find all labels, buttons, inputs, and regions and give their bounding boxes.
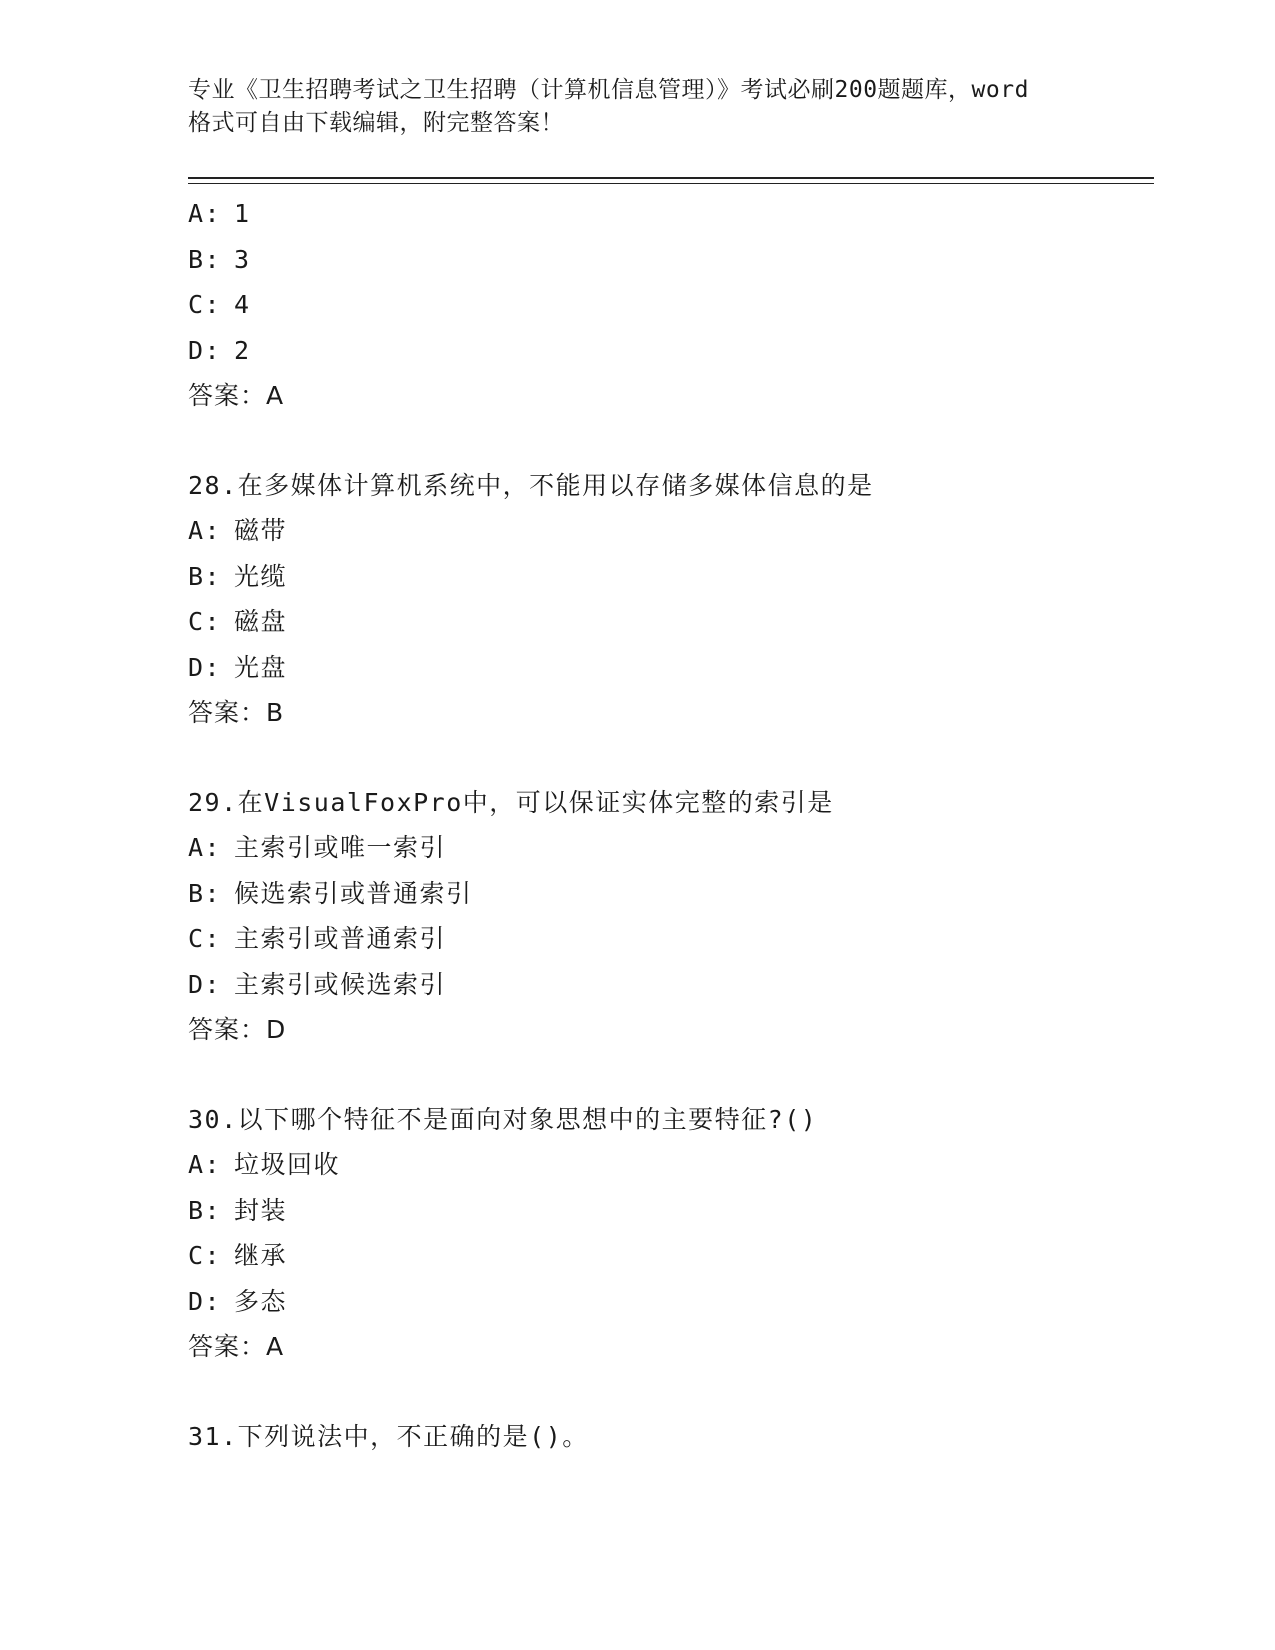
header-line-1: 专业《卫生招聘考试之卫生招聘（计算机信息管理）》考试必刷200题题库，word xyxy=(188,77,1029,103)
option-text: 3 xyxy=(234,244,251,274)
option-a: A: 垃圾回收 xyxy=(188,1150,341,1179)
question-block-31 xyxy=(188,1414,1148,1460)
header-divider-thick xyxy=(188,177,1154,179)
option-text: 主索引或候选索引 xyxy=(234,969,447,999)
option-text: 磁盘 xyxy=(234,607,288,636)
answer-line: 答案：A xyxy=(188,381,285,410)
option-b: B: 3 xyxy=(188,244,251,274)
option-b: B: 光缆 xyxy=(188,561,288,591)
option-c: C: 4 xyxy=(188,290,251,319)
document-header xyxy=(188,74,1088,140)
option-text: 垃圾回收 xyxy=(234,1150,341,1179)
option-c: C: 继承 xyxy=(188,1241,288,1270)
question-list xyxy=(188,191,1148,1459)
question-block-28 xyxy=(188,463,1148,736)
question-stem: 31.下列说法中，不正确的是()。 xyxy=(188,1421,589,1451)
option-d: D: 2 xyxy=(188,335,251,365)
option-a: A: 1 xyxy=(188,199,251,228)
question-stem: 30.以下哪个特征不是面向对象思想中的主要特征?() xyxy=(188,1104,818,1134)
option-d: D: 光盘 xyxy=(188,652,288,682)
question-stem: 28.在多媒体计算机系统中，不能用以存储多媒体信息的是 xyxy=(188,470,874,500)
question-stem: 29.在VisualFoxPro中，可以保证实体完整的索引是 xyxy=(188,787,834,817)
option-a: A: 磁带 xyxy=(188,516,288,545)
option-text: 多态 xyxy=(234,1286,288,1316)
option-d: D: 多态 xyxy=(188,1286,288,1316)
option-text: 磁带 xyxy=(234,516,288,545)
option-text: 继承 xyxy=(234,1241,288,1270)
option-text: 光缆 xyxy=(234,561,288,591)
option-a: A: 主索引或唯一索引 xyxy=(188,833,447,862)
option-text: 主索引或唯一索引 xyxy=(234,833,447,862)
option-b: B: 候选索引或普通索引 xyxy=(188,878,473,908)
option-c: C: 主索引或普通索引 xyxy=(188,924,447,953)
option-text: 候选索引或普通索引 xyxy=(234,878,473,908)
header-divider-thin xyxy=(188,183,1154,184)
option-d: D: 主索引或候选索引 xyxy=(188,969,447,999)
question-block-partial xyxy=(188,191,1148,419)
option-text: 光盘 xyxy=(234,652,288,682)
option-text: 4 xyxy=(234,290,251,319)
answer-line: 答案：B xyxy=(188,698,285,727)
answer-line: 答案：A xyxy=(188,1332,285,1361)
header-line-2: 格式可自由下载编辑，附完整答案！ xyxy=(188,110,564,136)
option-text: 1 xyxy=(234,199,251,228)
option-text: 2 xyxy=(234,335,251,365)
option-c: C: 磁盘 xyxy=(188,607,288,636)
question-block-29 xyxy=(188,780,1148,1053)
option-text: 封装 xyxy=(234,1195,288,1225)
option-b: B: 封装 xyxy=(188,1195,288,1225)
option-text: 主索引或普通索引 xyxy=(234,924,447,953)
answer-line: 答案：D xyxy=(188,1015,287,1044)
question-block-30 xyxy=(188,1097,1148,1370)
